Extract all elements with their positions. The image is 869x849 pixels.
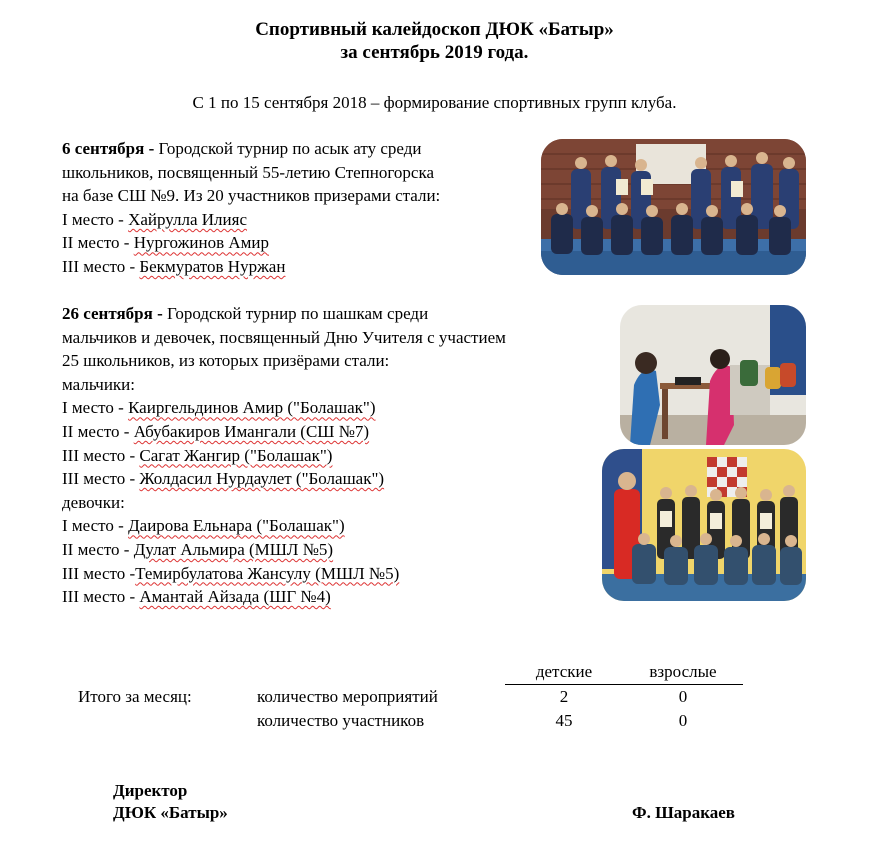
place-name: Амантай Айзада (ШГ №4) — [139, 587, 331, 607]
event2-text-3: 25 школьников, из которых призёрами стали: — [62, 351, 390, 371]
place-name: Хайрулла Илияс — [128, 209, 247, 229]
place-label: I место - — [62, 516, 129, 536]
signature-position-line-1: Директор — [113, 781, 188, 800]
boys-heading: мальчики: — [62, 374, 136, 394]
event1-text-3: на базе СШ №9. Из 20 участников призерами стали: — [62, 186, 441, 206]
signature-name: Ф. Шаракаев — [632, 803, 735, 822]
place-name: Каиргельдинов Амир ("Болашак") — [128, 398, 376, 418]
event2-text-1: Городской турнир по шашкам среди — [166, 304, 429, 323]
place-label: III место - — [62, 563, 136, 583]
col-header-children: детские — [505, 660, 623, 685]
place-name: Темирбулатова Жансулу (МШЛ №5) — [135, 563, 400, 583]
place-name: Нургожинов Амир — [133, 233, 269, 253]
document-title — [0, 18, 869, 64]
place-name: Дулат Альмира (МШЛ №5) — [133, 539, 334, 559]
row-adults-value: 0 — [678, 711, 688, 730]
place-label: III место - — [62, 445, 140, 465]
event2-text-2: мальчиков и девочек, посвященный Дню Учителя с участием — [62, 327, 506, 347]
summary-label: Итого за месяц: — [78, 687, 192, 706]
event-asyk-ату — [62, 137, 440, 279]
row-name: количество участников — [257, 711, 425, 730]
place-label: III место - — [62, 469, 140, 489]
col-header-adults: взрослые — [623, 660, 743, 685]
girls-heading: девочки: — [62, 492, 125, 512]
event2-date: 26 сентября - — [62, 304, 163, 323]
row-children-value: 2 — [559, 687, 569, 706]
place-label: III место - — [62, 587, 140, 607]
place-label: II место - — [62, 421, 134, 441]
checkers-game-photo — [620, 305, 806, 445]
event-checkers — [62, 302, 506, 609]
place-name: Жолдасил Нурдаулет ("Болашак") — [139, 469, 385, 489]
place-name: Даирова Ельнара ("Болашак") — [128, 516, 345, 536]
event1-text-2: школьников, посвященный 55-летию Степногорска — [62, 162, 434, 182]
title-line-1: Спортивный калейдоскоп ДЮК «Батыр» — [255, 19, 614, 40]
checkers-winners-photo — [602, 449, 806, 601]
row-name: количество мероприятий — [257, 687, 438, 706]
monthly-summary-table — [78, 660, 743, 733]
place-label: I место - — [62, 398, 129, 418]
place-label: II место - — [62, 233, 134, 253]
event1-text-1: Городской турнир по асык ату среди — [158, 139, 422, 158]
intro-text: С 1 по 15 сентября 2018 – формирование спортивных групп клуба. — [192, 93, 677, 112]
row-adults-value: 0 — [678, 687, 688, 706]
asyk-group-photo — [541, 139, 806, 275]
place-name: Бекмуратов Нуржан — [139, 256, 286, 276]
place-name: Абубакиров Имангали (СШ №7) — [133, 421, 370, 441]
event1-date: 6 сентября - — [62, 139, 155, 158]
signature-position-line-2: ДЮК «Батыр» — [113, 803, 228, 822]
place-name: Сагат Жангир ("Болашак") — [139, 445, 333, 465]
place-label: I место - — [62, 209, 129, 229]
row-children-value: 45 — [555, 711, 573, 730]
title-line-2: за сентябрь 2019 года. — [340, 42, 529, 63]
place-label: III место - — [62, 256, 140, 276]
place-label: II место - — [62, 539, 134, 559]
signature-position — [113, 780, 228, 824]
